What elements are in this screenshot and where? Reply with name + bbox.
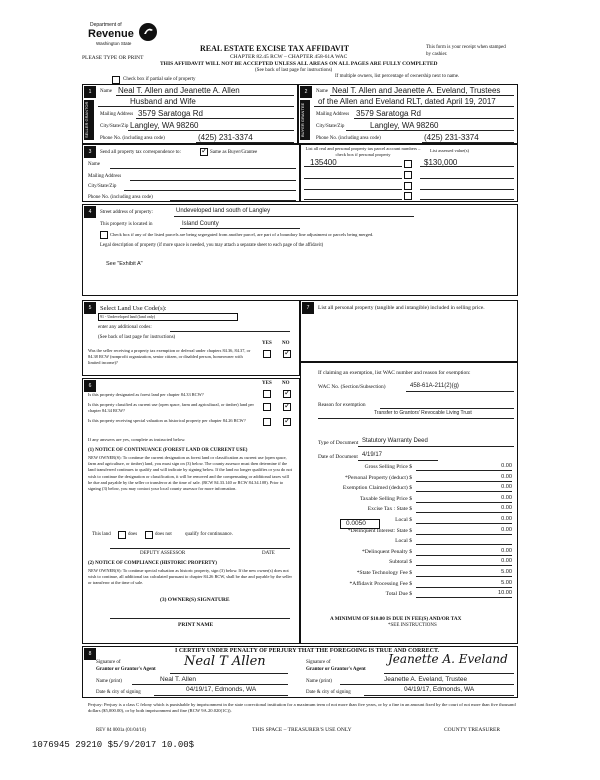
- grantor-print-name[interactable]: Neal T. Allen: [160, 676, 197, 683]
- owner-signature-label: (3) OWNER(S) SIGNATURE: [160, 597, 230, 603]
- does-checkbox[interactable]: [118, 531, 126, 539]
- street-address[interactable]: Undeveloped land south of Langley: [176, 208, 271, 214]
- seller-city[interactable]: Langley, WA 98260: [130, 121, 199, 130]
- personal-property-number: 7: [302, 302, 314, 314]
- buyer-phone[interactable]: (425) 231-3374: [424, 133, 479, 142]
- wac-label: WAC No. (Section/Subsection): [318, 384, 386, 390]
- assessed-header: List assessed value(s): [430, 148, 469, 153]
- certify-text: I CERTIFY UNDER PENALTY OF PERJURY THAT THE FOREGOING IS TRUE AND CORRECT.: [175, 648, 440, 654]
- grantor-sig-label: Signature of: [96, 660, 121, 665]
- does-not-checkbox[interactable]: [145, 531, 153, 539]
- segregated-label: Check box if any of the listed parcels are being segregated from another parcel, are part of a boundary line adjustment or parcels being merged.: [110, 232, 374, 237]
- continuance-title: (1) NOTICE OF CONTINUANCE (FOREST LAND OR CURRENT USE): [88, 448, 248, 453]
- tax-row-label: *Affidavit Processing Fee $: [349, 580, 412, 587]
- tax-row-value[interactable]: 0.00: [416, 527, 512, 535]
- same-as-buyer-label: Same as Buyer/Grantee: [210, 150, 258, 155]
- historic-yes-checkbox[interactable]: [263, 418, 271, 426]
- tax-row-value[interactable]: 0.00: [416, 495, 512, 503]
- tax-row-value[interactable]: 0.00: [416, 474, 512, 482]
- form-chapter: CHAPTER 82.45 RCW – CHAPTER 458-61A WAC: [230, 54, 348, 60]
- property-number: 4: [84, 206, 96, 218]
- tax-row-value[interactable]: 0.00: [416, 548, 512, 556]
- land-use-see-back: (See back of last page for instructions): [98, 335, 176, 340]
- sec5-yes-label: YES: [262, 341, 272, 346]
- tax-row-label: Gross Selling Price $: [364, 464, 412, 470]
- correspondence-label: Send all property tax correspondence to:: [100, 150, 181, 155]
- tax-row-value[interactable]: 0.00: [416, 505, 512, 513]
- assessed-value[interactable]: $130,000: [424, 158, 458, 167]
- tax-row-label: *Personal Property (deduct) $: [345, 474, 412, 481]
- tax-row-value[interactable]: 0.00: [416, 463, 512, 471]
- minimum-fee-note: A MINIMUM OF $10.00 IS DUE IN FEE(S) AND/OR TAX: [330, 616, 462, 622]
- legal-description-label: Legal description of property (if more space is needed, you may attach a separate sheet to each page of the affidavit): [100, 243, 324, 248]
- corr-city-label: City/State/Zip: [88, 184, 117, 189]
- partial-sale-label: Check box if partial sale of property: [123, 77, 196, 82]
- grantee-signature[interactable]: Jeanette A. Eveland: [388, 652, 508, 666]
- form-see-back: (See back of last page for instructions): [255, 68, 333, 73]
- personal-property-checkbox-4[interactable]: [404, 192, 412, 200]
- buyer-side-label: BUYER GRANTEE: [300, 100, 310, 140]
- buyer-phone-label: Phone No. (including area code): [316, 136, 381, 141]
- buyer-name-label: Name: [316, 89, 328, 94]
- grantee-date[interactable]: 04/19/17, Edmonds, WA: [404, 686, 475, 693]
- seller-phone[interactable]: (425) 231-3374: [198, 133, 253, 142]
- grantee-sig-label2: Grantor or Grantor's Agent: [306, 667, 366, 672]
- buyer-city-label: City/State/Zip: [316, 124, 345, 129]
- corr-phone-label: Phone No. (including area code): [88, 195, 153, 200]
- located-county[interactable]: Island County: [182, 221, 219, 227]
- treasurer-space-label: THIS SPACE – TREASURER'S USE ONLY: [252, 727, 352, 733]
- tax-row-label: *Delinquent Interest: State $: [347, 527, 412, 534]
- does-not-label: does not: [155, 532, 172, 537]
- personal-property-label: List all personal property (tangible and intangible) included in selling price.: [318, 305, 485, 311]
- current-use-no-checkbox[interactable]: [283, 403, 291, 411]
- tax-row-value[interactable]: 5.00: [416, 580, 512, 588]
- personal-property-checkbox-1[interactable]: [404, 160, 412, 168]
- tax-row-value[interactable]: 0.00: [416, 516, 512, 524]
- buyer-section-number: 2: [300, 86, 312, 98]
- buyer-address[interactable]: 3579 Saratoga Rd: [356, 109, 421, 118]
- this-land-label: This land: [92, 532, 111, 537]
- tax-row-label: Local $: [395, 517, 412, 523]
- grantor-sig-label2: Grantor or Grantor's Agent: [96, 667, 156, 672]
- land-use-number: 5: [84, 302, 96, 314]
- see-exhibit[interactable]: See "Exhibit A": [106, 261, 143, 267]
- segregated-checkbox[interactable]: [100, 231, 108, 239]
- tax-row-value[interactable]: 0.00: [416, 484, 512, 492]
- land-use-code: 91 - Undeveloped land (land only): [100, 314, 156, 319]
- please-type: PLEASE TYPE OR PRINT: [82, 55, 144, 61]
- grantee-date-label: Date & city of signing: [306, 690, 351, 695]
- forest-number: 6: [84, 380, 96, 392]
- grantor-date-label: Date & city of signing: [96, 690, 141, 695]
- personal-property-checkbox-3[interactable]: [404, 182, 412, 190]
- current-use-yes-checkbox[interactable]: [263, 403, 271, 411]
- buyer-city[interactable]: Langley, WA 98260: [370, 121, 439, 130]
- qualify-label: qualify for continuance.: [185, 532, 233, 537]
- tax-row-value[interactable]: 5.00: [416, 569, 512, 577]
- doc-date-label: Date of Document: [318, 454, 358, 460]
- tax-row-value[interactable]: [416, 537, 512, 545]
- logo-state: Washington State: [96, 41, 132, 46]
- seller-address-label: Mailing Address: [100, 112, 134, 117]
- continuance-text: NEW OWNER(S): To continue the current designation as forest land or classification as current use (open space, farm and agriculture, or timber) land, you must sign on (3) below. The county assessor must then determine if the land transferred continues to qualify and will indicate by signing below. If the land no longer qualifies or you do not wish to continue the designation or classification, it will be removed and the compensating or additional taxes will be due and payable by the seller or transferor at the time of sale. (RCW 84.33.140 or RCW 84.34.108). Prior to signing (3) below, you may contact your local county assessor for more information.: [88, 455, 292, 492]
- reason-value[interactable]: Transfer to Grantors' Revocable Living Trust: [374, 410, 472, 416]
- property-section: [82, 204, 518, 296]
- county-treasurer-label: COUNTY TREASURER: [444, 727, 501, 733]
- doc-date[interactable]: 4/19/17: [362, 452, 383, 458]
- if-yes-note: If any answers are yes, complete as instructed below.: [88, 437, 186, 442]
- grantee-print-label: Name (print): [306, 679, 332, 684]
- parcel-header: List all real and personal property tax parcel account numbers – check box if personal property: [305, 146, 421, 157]
- seller-side-label: SELLER GRANTOR: [84, 100, 94, 140]
- deputy-date-label: DATE: [262, 551, 275, 556]
- sec5-no-label: NO: [282, 341, 290, 346]
- historic-question: Is this property receiving special valuation as historical property per chapter 84.26 RCW?: [88, 418, 246, 423]
- logo-mark-icon: [138, 22, 158, 42]
- print-name-label: PRINT NAME: [178, 622, 214, 628]
- tax-row-label: Excise Tax : State $: [367, 506, 412, 513]
- grantee-sig-label: Signature of: [306, 660, 331, 665]
- tax-row-label: *Delinquent Penalty $: [361, 548, 412, 555]
- grantee-print-name[interactable]: Jeanette A. Eveland, Trustee: [384, 676, 468, 683]
- form-warning: THIS AFFIDAVIT WILL NOT BE ACCEPTED UNLESS ALL AREAS ON ALL PAGES ARE FULLY COMPLETED: [160, 61, 438, 67]
- tax-row-value[interactable]: 0.00: [416, 558, 512, 566]
- grantor-print-label: Name (print): [96, 679, 122, 684]
- see-instructions: *SEE INSTRUCTIONS: [388, 623, 437, 628]
- buyer-name-line2[interactable]: of the Allen and Eveland RLT, dated April 19, 2017: [318, 97, 496, 106]
- perjury-notice: Perjury: Perjury is a class C felony which is punishable by imprisonment in the state correctional institution for a maximum term of not more than five years, or by a fine in an amount fixed by the court of not more than five thousand dollars ($5,000.00), or by both imprisonment and fine (RCW 9A.20.020(1C)).: [88, 702, 516, 713]
- exemption-label: If claiming an exemption, list WAC number and reason for exemption:: [318, 370, 471, 376]
- seller-name[interactable]: Neal T. Allen and Jeanette A. Allen: [118, 86, 240, 95]
- forest-no-checkbox[interactable]: [283, 390, 291, 398]
- seller-section-number: 1: [84, 86, 96, 98]
- compliance-text: NEW OWNER(S): To continue special valuation as historic property, sign (3) below. If the new owner(s) does not wish to continue, all additional tax calculated pursuant to chapter 84.26 RCW, shall be due and payable by the seller or transferor at the time of sale.: [88, 568, 292, 586]
- multiple-owners-note: If multiple owners, list percentage of ownership next to name.: [335, 74, 460, 79]
- buyer-name[interactable]: Neal T. Allen and Jeanette A. Eveland, Trustees: [332, 86, 501, 95]
- grantor-date[interactable]: 04/19/17, Edmonds, WA: [186, 686, 257, 693]
- deputy-assessor-label: DEPUTY ASSESSOR: [140, 551, 186, 556]
- historic-no-checkbox[interactable]: [283, 418, 291, 426]
- tax-row-label: Subtotal $: [389, 559, 412, 566]
- wac-number[interactable]: 458-61A-211(2)(g): [410, 383, 459, 389]
- tax-row-label: *State Technology Fee $: [356, 570, 412, 576]
- corr-name-label: Name: [88, 162, 100, 167]
- forest-yes-checkbox[interactable]: [263, 390, 271, 398]
- tax-row-label: Taxable Selling Price $: [360, 495, 412, 502]
- seller-name-label: Name: [100, 89, 112, 94]
- seller-city-label: City/State/Zip: [100, 124, 129, 129]
- local-rate: 0.0050: [346, 520, 366, 527]
- receipt-note: This form is your receipt when stamped by cashier.: [426, 45, 506, 57]
- sec5-question: Was the seller receiving a property tax exemption or deferral under chapters 84.36, 84.37, or 84.38 RCW (nonprofit organization, senior citizen, or disabled person, homeowner with limited income)?: [88, 348, 251, 365]
- same-as-buyer-checkbox[interactable]: [200, 148, 208, 156]
- sec5-no-checkbox[interactable]: [283, 350, 291, 358]
- tax-row-value[interactable]: 10.00: [416, 590, 512, 598]
- certify-number: 8: [84, 648, 96, 660]
- sec6-no-label: NO: [282, 381, 290, 386]
- sec6-yes-label: YES: [262, 381, 272, 386]
- parcel-number[interactable]: 135400: [310, 158, 337, 167]
- located-label: This property is located in: [100, 222, 153, 227]
- seller-phone-label: Phone No. (including area code): [100, 136, 165, 141]
- tax-row-label: Total Due $: [385, 591, 412, 598]
- form-revision: REV 84 0001a (01/04/16): [96, 728, 146, 733]
- compliance-title: (2) NOTICE OF COMPLIANCE (HISTORIC PROPERTY): [88, 561, 217, 566]
- seller-name-line2[interactable]: Husband and Wife: [130, 97, 196, 106]
- revenue-logo: [88, 22, 158, 50]
- current-use-question: Is this property classified as current use (open space, farm and agricultural, or timber) land per chapter 84.34 RCW?: [88, 402, 254, 413]
- reason-label: Reason for exemption: [318, 402, 366, 408]
- tax-row-label: Local $: [395, 538, 412, 545]
- personal-property-checkbox-2[interactable]: [404, 171, 412, 179]
- corr-address-label: Mailing Address: [88, 174, 122, 179]
- street-label: Street address of property:: [100, 210, 153, 215]
- tax-row-label: Exemption Claimed (deduct) $: [342, 485, 412, 492]
- logo-dept: Department of: [90, 22, 122, 28]
- doc-type[interactable]: Statutory Warranty Deed: [362, 438, 428, 444]
- additional-codes-label: enter any additional codes:: [98, 325, 152, 330]
- does-label: does: [128, 532, 138, 537]
- logo-name: Revenue: [88, 28, 134, 40]
- form-title: REAL ESTATE EXCISE TAX AFFIDAVIT: [200, 44, 350, 53]
- forest-question: Is this property designated as forest land per chapter 84.33 RCW?: [88, 392, 204, 397]
- correspondence-number: 3: [84, 146, 96, 158]
- recording-stamp: 1076945 29210 $5/9/2017 10.00$: [32, 740, 195, 750]
- seller-address[interactable]: 3579 Saratoga Rd: [138, 109, 203, 118]
- grantor-signature[interactable]: Neal T Allen: [184, 654, 266, 669]
- land-use-title: Select Land Use Code(s):: [100, 305, 167, 312]
- partial-sale-checkbox[interactable]: [112, 76, 120, 84]
- doc-type-label: Type of Document: [318, 440, 359, 446]
- sec5-yes-checkbox[interactable]: [263, 350, 271, 358]
- buyer-address-label: Mailing Address: [316, 112, 350, 117]
